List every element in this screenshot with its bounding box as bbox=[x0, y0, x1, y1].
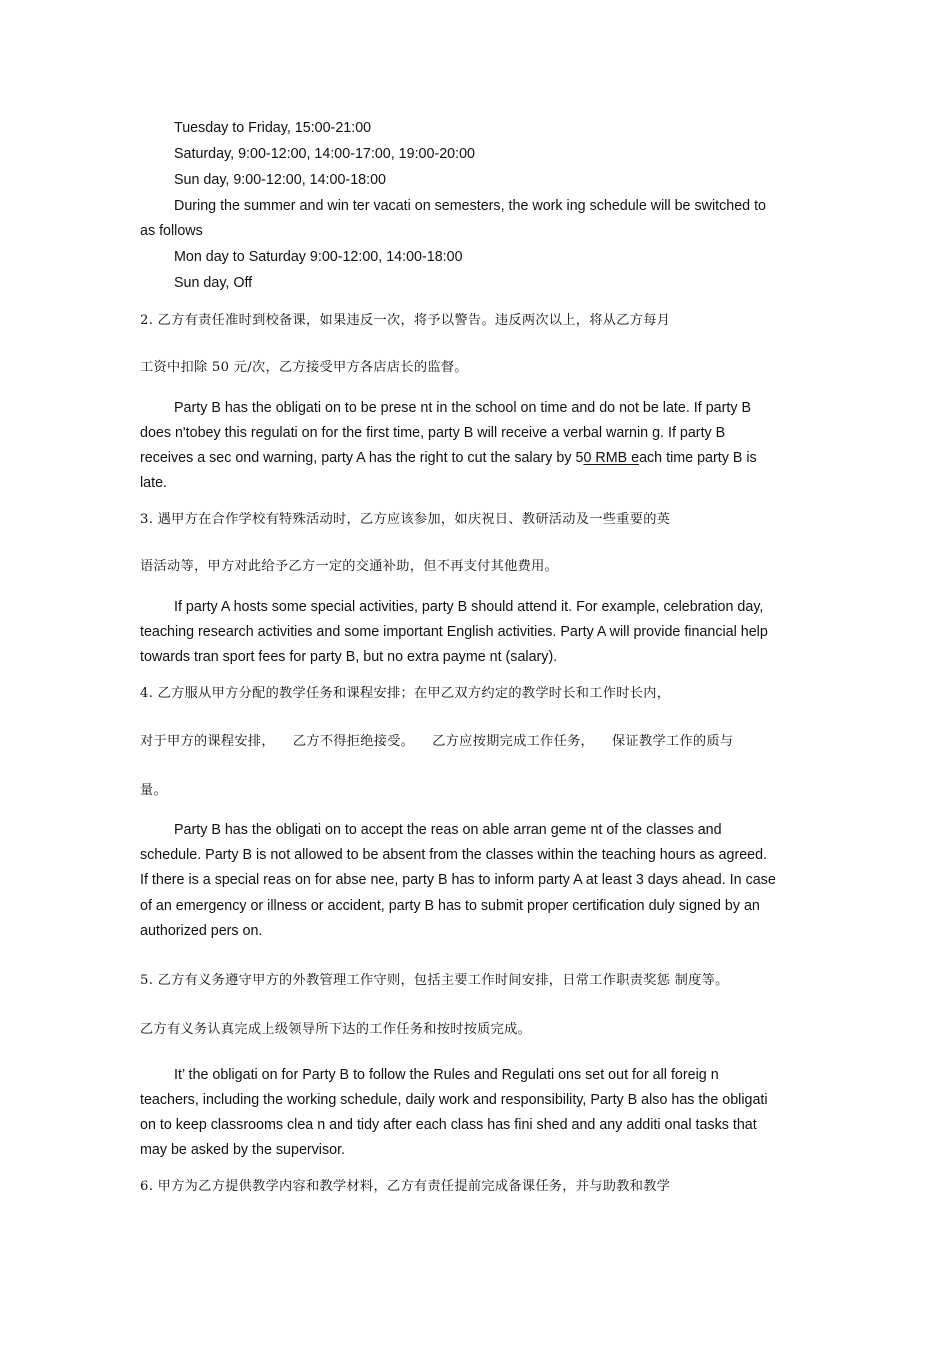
clause2-cn-line2: 工资中扣除 50 元/次，乙方接受甲方各店店长的监督。 bbox=[140, 360, 468, 375]
clause4-en-line3: If there is a special reas on for abse nee, party B has to inform party A at least 3 days ahead. In case bbox=[140, 872, 776, 888]
clause5-en-line2: teachers, including the working schedule, daily work and responsibility, Party B also has the obligati bbox=[140, 1092, 768, 1108]
clause5-en-line4: may be asked by the supervisor. bbox=[140, 1142, 346, 1158]
clause3-en-line3: towards tran sport fees for party B, but no extra payme nt (salary). bbox=[140, 649, 558, 665]
clause2-en-line4: late. bbox=[140, 475, 168, 491]
schedule-vacation-line2: as follows bbox=[140, 223, 203, 239]
clause5-en-line3: on to keep classrooms clea n and tidy after each class has fini shed and any additi onal tasks that bbox=[140, 1117, 757, 1133]
clause4-en-line4: of an emergency or illness or accident, party B has to submit proper certification duly signed by an bbox=[140, 898, 760, 914]
schedule-weekday: Tuesday to Friday, 15:00-21:00 bbox=[174, 120, 372, 136]
schedule-sunday: Sun day, 9:00-12:00, 14:00-18:00 bbox=[174, 172, 386, 188]
clause5-en-line1: It’ the obligati on for Party B to follow the Rules and Regulati ons set out for all foreig n bbox=[174, 1067, 719, 1083]
schedule-saturday: Saturday, 9:00-12:00, 14:00-17:00, 19:00-20:00 bbox=[174, 146, 475, 162]
clause5-cn-line2: 乙方有义务认真完成上级领导所下达的工作任务和按时按质完成。 bbox=[140, 1022, 532, 1037]
clause3-en-line2: teaching research activities and some important English activities. Party A will provide financial help bbox=[140, 624, 768, 640]
clause3-cn-line2: 语活动等，甲方对此给予乙方一定的交通补助，但不再支付其他费用。 bbox=[140, 559, 559, 574]
clause4-cn-line1: 4. 乙方服从甲方分配的教学任务和课程安排；在甲乙双方约定的教学时长和工作时长内， bbox=[140, 686, 671, 701]
schedule-vacation-sunday: Sun day, Off bbox=[174, 275, 253, 291]
clause2-en-line1: Party B has the obligati on to be prese nt in the school on time and do not be late. If party B bbox=[174, 400, 751, 416]
clause2-en-line3 bbox=[140, 446, 757, 471]
clause2-en-line3-underlined: 0 RMB e bbox=[583, 450, 640, 466]
clause6-cn-line1: 6. 甲方为乙方提供教学内容和教学材料，乙方有责任提前完成备课任务，并与助教和教学 bbox=[140, 1179, 671, 1194]
clause2-cn-line1: 2. 乙方有责任准时到校备课，如果违反一次，将予以警告。违反两次以上，将从乙方每月 bbox=[140, 313, 671, 328]
clause2-en-line3-pre: receives a sec ond warning, party A has the right to cut the salary by 5 bbox=[140, 450, 584, 466]
clause2-en-line3-post: ach time party B is bbox=[639, 450, 757, 466]
clause2-en-line2: does n'tobey this regulati on for the first time, party B will receive a verbal warnin g. If party B bbox=[140, 425, 726, 441]
clause4-cn-line3: 量。 bbox=[140, 783, 167, 798]
clause3-en-line1: If party A hosts some special activities, party B should attend it. For example, celebration day, bbox=[174, 599, 764, 615]
clause4-en-line2: schedule. Party B is not allowed to be absent from the classes within the teaching hours as agreed. bbox=[140, 847, 768, 863]
clause4-cn-line2: 对于甲方的课程安排， 乙方不得拒绝接受。 乙方应按期完成工作任务， 保证教学工作的质与 bbox=[140, 734, 734, 749]
clause4-en-line5: authorized pers on. bbox=[140, 923, 263, 939]
schedule-vacation-weekdays: Mon day to Saturday 9:00-12:00, 14:00-18:00 bbox=[174, 249, 463, 265]
clause3-cn-line1: 3. 遇甲方在合作学校有特殊活动时，乙方应该参加，如庆祝日、教研活动及一些重要的英 bbox=[140, 512, 671, 527]
schedule-vacation-line1: During the summer and win ter vacati on semesters, the work ing schedule will be switched to bbox=[174, 198, 767, 214]
clause5-cn-line1: 5. 乙方有义务遵守甲方的外教管理工作守则，包括主要工作时间安排，日常工作职责奖惩 制度等。 bbox=[140, 973, 729, 988]
clause4-en-line1: Party B has the obligati on to accept the reas on able arran geme nt of the classes and bbox=[174, 822, 722, 838]
